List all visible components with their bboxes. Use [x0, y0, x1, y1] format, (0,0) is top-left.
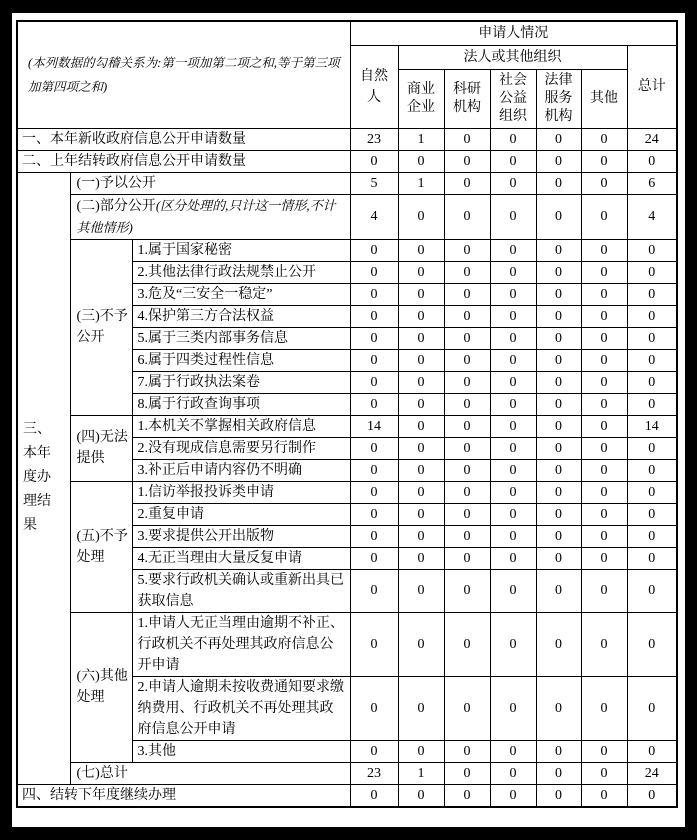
value-cell: 0: [581, 784, 627, 807]
value-cell: 0: [490, 172, 536, 194]
value-cell: 0: [350, 305, 398, 327]
value-cell: 0: [536, 194, 581, 239]
value-cell: 0: [581, 172, 627, 194]
disclosure-requests-table: [16, 20, 678, 808]
value-cell: 0: [581, 676, 627, 740]
applicant-status-header: 申请人情况: [350, 21, 677, 45]
item-label: 5.要求行政机关确认或重新出具已获取信息: [132, 569, 350, 612]
table-row: [17, 415, 677, 437]
value-cell: 0: [581, 150, 627, 172]
value-cell: 0: [627, 305, 677, 327]
group-label-denied: (三)不予公开: [70, 239, 132, 415]
value-cell: 0: [581, 525, 627, 547]
value-cell: 0: [398, 481, 444, 503]
value-cell: 0: [536, 459, 581, 481]
value-cell: 0: [444, 239, 490, 261]
value-cell: 0: [444, 128, 490, 150]
value-cell: 5: [350, 172, 398, 194]
value-cell: 0: [444, 194, 490, 239]
value-cell: 0: [536, 128, 581, 150]
value-cell: 0: [490, 393, 536, 415]
value-cell: 0: [581, 569, 627, 612]
row-label-partial: [70, 194, 350, 239]
item-label: 7.属于行政执法案卷: [132, 371, 350, 393]
value-cell: 0: [536, 261, 581, 283]
item-label: 2.其他法律行政法规禁止公开: [132, 261, 350, 283]
section-label-results: 三、本年度办理结果: [17, 172, 70, 784]
item-label: 4.无正当理由大量反复申请: [132, 547, 350, 569]
value-cell: 0: [350, 676, 398, 740]
value-cell: 0: [350, 349, 398, 371]
value-cell: 0: [444, 569, 490, 612]
value-cell: 0: [536, 762, 581, 784]
value-cell: 0: [536, 327, 581, 349]
report-sheet: [12, 13, 685, 827]
col-header-natural-person: 自然人: [350, 45, 398, 128]
value-cell: 0: [490, 283, 536, 305]
value-cell: 0: [350, 327, 398, 349]
value-cell: 0: [444, 283, 490, 305]
value-cell: 0: [444, 525, 490, 547]
value-cell: 0: [350, 239, 398, 261]
col-header-legal-service: 法律服务机构: [536, 69, 581, 128]
value-cell: 0: [627, 150, 677, 172]
value-cell: 0: [444, 172, 490, 194]
value-cell: 0: [627, 481, 677, 503]
value-cell: 0: [581, 327, 627, 349]
value-cell: 0: [398, 569, 444, 612]
value-cell: 0: [536, 547, 581, 569]
value-cell: 0: [350, 569, 398, 612]
table-row: [17, 239, 677, 261]
value-cell: 0: [581, 481, 627, 503]
table-row: [17, 784, 677, 807]
item-label: 3.要求提供公开出版物: [132, 525, 350, 547]
value-cell: 0: [350, 437, 398, 459]
value-cell: 0: [398, 459, 444, 481]
value-cell: 0: [398, 676, 444, 740]
value-cell: 0: [350, 393, 398, 415]
value-cell: 0: [398, 261, 444, 283]
col-header-research: 科研机构: [444, 69, 490, 128]
value-cell: 0: [490, 612, 536, 676]
value-cell: 0: [490, 150, 536, 172]
value-cell: 0: [536, 393, 581, 415]
value-cell: 0: [350, 150, 398, 172]
value-cell: 0: [581, 261, 627, 283]
item-label: 5.属于三类内部事务信息: [132, 327, 350, 349]
table-row: [17, 612, 677, 676]
group-label-unable: (四)无法提供: [70, 415, 132, 481]
value-cell: 0: [444, 762, 490, 784]
value-cell: 0: [398, 437, 444, 459]
value-cell: 0: [350, 503, 398, 525]
value-cell: 0: [350, 547, 398, 569]
value-cell: 0: [627, 784, 677, 807]
value-cell: 0: [627, 676, 677, 740]
value-cell: 0: [490, 676, 536, 740]
value-cell: 0: [627, 261, 677, 283]
value-cell: 0: [581, 503, 627, 525]
value-cell: 0: [398, 415, 444, 437]
value-cell: 0: [398, 349, 444, 371]
value-cell: 0: [444, 481, 490, 503]
item-label: 6.属于四类过程性信息: [132, 349, 350, 371]
value-cell: 0: [444, 784, 490, 807]
partial-label-main: (二)部分公开: [76, 198, 156, 214]
value-cell: 0: [581, 128, 627, 150]
value-cell: 0: [490, 459, 536, 481]
value-cell: 0: [444, 349, 490, 371]
partial-label-note: (区分处理的,只计这一情形,不计其他情形): [76, 197, 336, 235]
value-cell: 0: [398, 547, 444, 569]
value-cell: 0: [444, 150, 490, 172]
value-cell: 23: [350, 762, 398, 784]
item-label: 8.属于行政查询事项: [132, 393, 350, 415]
value-cell: 0: [627, 459, 677, 481]
value-cell: 0: [536, 481, 581, 503]
value-cell: 0: [444, 437, 490, 459]
item-label: 1.申请人无正当理由逾期不补正、行政机关不再处理其政府信息公开申请: [132, 612, 350, 676]
value-cell: 0: [627, 525, 677, 547]
value-cell: 14: [627, 415, 677, 437]
value-cell: 0: [350, 784, 398, 807]
value-cell: 1: [398, 128, 444, 150]
value-cell: 0: [581, 194, 627, 239]
value-cell: 0: [398, 784, 444, 807]
item-label: 3.其他: [132, 740, 350, 762]
item-label: 1.信访举报投诉类申请: [132, 481, 350, 503]
value-cell: 0: [444, 415, 490, 437]
table-row: [17, 172, 677, 194]
value-cell: 0: [398, 239, 444, 261]
item-label: 4.保护第三方合法权益: [132, 305, 350, 327]
value-cell: 4: [350, 194, 398, 239]
value-cell: 0: [581, 762, 627, 784]
value-cell: 0: [350, 481, 398, 503]
value-cell: 24: [627, 762, 677, 784]
value-cell: 0: [490, 305, 536, 327]
value-cell: 0: [536, 525, 581, 547]
value-cell: 0: [581, 305, 627, 327]
value-cell: 0: [444, 327, 490, 349]
col-header-other: 其他: [581, 69, 627, 128]
value-cell: 0: [627, 371, 677, 393]
value-cell: 0: [536, 349, 581, 371]
value-cell: 0: [444, 612, 490, 676]
table-row: [17, 150, 677, 172]
value-cell: 0: [490, 525, 536, 547]
value-cell: 0: [627, 503, 677, 525]
value-cell: 0: [398, 194, 444, 239]
value-cell: 0: [398, 283, 444, 305]
value-cell: 0: [536, 283, 581, 305]
value-cell: 0: [398, 393, 444, 415]
item-label: 2.重复申请: [132, 503, 350, 525]
value-cell: 0: [350, 612, 398, 676]
value-cell: 0: [350, 740, 398, 762]
value-cell: 0: [581, 239, 627, 261]
value-cell: 0: [490, 327, 536, 349]
value-cell: 0: [444, 393, 490, 415]
value-cell: 0: [490, 239, 536, 261]
value-cell: 0: [581, 437, 627, 459]
value-cell: 0: [490, 128, 536, 150]
value-cell: 0: [444, 261, 490, 283]
col-header-social-org: 社会公益组织: [490, 69, 536, 128]
value-cell: 0: [627, 283, 677, 305]
value-cell: 0: [536, 371, 581, 393]
value-cell: 0: [490, 371, 536, 393]
value-cell: 0: [398, 327, 444, 349]
value-cell: 0: [398, 371, 444, 393]
value-cell: 0: [444, 371, 490, 393]
value-cell: 0: [581, 393, 627, 415]
value-cell: 0: [398, 740, 444, 762]
header-note: (本列数据的勾稽关系为:第一项加第二项之和,等于第三项加第四项之和): [17, 21, 350, 128]
value-cell: 1: [398, 762, 444, 784]
item-label: 3.补正后申请内容仍不明确: [132, 459, 350, 481]
value-cell: 0: [490, 547, 536, 569]
value-cell: 0: [536, 784, 581, 807]
value-cell: 0: [627, 547, 677, 569]
value-cell: 0: [627, 327, 677, 349]
value-cell: 0: [350, 371, 398, 393]
value-cell: 0: [398, 150, 444, 172]
header-row-1: [17, 21, 677, 45]
value-cell: 0: [536, 740, 581, 762]
item-label: 1.属于国家秘密: [132, 239, 350, 261]
value-cell: 0: [581, 283, 627, 305]
value-cell: 0: [350, 261, 398, 283]
value-cell: 14: [350, 415, 398, 437]
row-label-carryover: 二、上年结转政府信息公开申请数量: [17, 150, 350, 172]
value-cell: 0: [536, 503, 581, 525]
value-cell: 0: [536, 437, 581, 459]
value-cell: 0: [490, 569, 536, 612]
value-cell: 0: [444, 459, 490, 481]
value-cell: 0: [490, 740, 536, 762]
value-cell: 4: [627, 194, 677, 239]
row-label-new-requests: 一、本年新收政府信息公开申请数量: [17, 128, 350, 150]
table-row: [17, 194, 677, 239]
value-cell: 0: [627, 612, 677, 676]
item-label: 2.申请人逾期未按收费通知要求缴纳费用、行政机关不再处理其政府信息公开申请: [132, 676, 350, 740]
value-cell: 0: [627, 393, 677, 415]
value-cell: 0: [536, 612, 581, 676]
value-cell: 0: [490, 261, 536, 283]
value-cell: 0: [444, 503, 490, 525]
item-label: 1.本机关不掌握相关政府信息: [132, 415, 350, 437]
value-cell: 0: [581, 740, 627, 762]
value-cell: 0: [536, 676, 581, 740]
value-cell: 0: [350, 459, 398, 481]
row-label-next-year: 四、结转下年度继续办理: [17, 784, 350, 807]
value-cell: 0: [490, 503, 536, 525]
value-cell: 0: [536, 569, 581, 612]
value-cell: 0: [490, 762, 536, 784]
value-cell: 0: [350, 525, 398, 547]
value-cell: 0: [444, 547, 490, 569]
value-cell: 0: [536, 415, 581, 437]
group-label-other-handling: (六)其他处理: [70, 612, 132, 762]
value-cell: 0: [444, 305, 490, 327]
value-cell: 0: [536, 239, 581, 261]
col-header-legal-org-group: 法人或其他组织: [398, 45, 627, 69]
item-label: 2.没有现成信息需要另行制作: [132, 437, 350, 459]
table-row: [17, 128, 677, 150]
value-cell: 0: [581, 612, 627, 676]
value-cell: 0: [490, 481, 536, 503]
value-cell: 0: [627, 437, 677, 459]
value-cell: 0: [581, 415, 627, 437]
value-cell: 0: [490, 784, 536, 807]
value-cell: 0: [490, 437, 536, 459]
col-header-business: 商业企业: [398, 69, 444, 128]
value-cell: 0: [398, 305, 444, 327]
value-cell: 0: [490, 349, 536, 371]
value-cell: 1: [398, 172, 444, 194]
value-cell: 0: [581, 547, 627, 569]
value-cell: 0: [627, 239, 677, 261]
value-cell: 0: [627, 740, 677, 762]
value-cell: 0: [398, 525, 444, 547]
value-cell: 0: [581, 349, 627, 371]
value-cell: 0: [536, 172, 581, 194]
value-cell: 0: [350, 283, 398, 305]
group-label-not-processed: (五)不予处理: [70, 481, 132, 612]
table-row: [17, 481, 677, 503]
value-cell: 0: [581, 459, 627, 481]
value-cell: 0: [490, 415, 536, 437]
value-cell: 0: [398, 612, 444, 676]
value-cell: 0: [581, 371, 627, 393]
value-cell: 0: [536, 150, 581, 172]
value-cell: 0: [627, 349, 677, 371]
value-cell: 0: [444, 740, 490, 762]
value-cell: 0: [490, 194, 536, 239]
row-label-section-total: (七)总计: [70, 762, 350, 784]
table-row: [17, 762, 677, 784]
value-cell: 0: [536, 305, 581, 327]
value-cell: 6: [627, 172, 677, 194]
value-cell: 0: [444, 676, 490, 740]
value-cell: 0: [627, 569, 677, 612]
value-cell: 0: [398, 503, 444, 525]
row-label-granted: (一)予以公开: [70, 172, 350, 194]
value-cell: 23: [350, 128, 398, 150]
col-header-total: 总计: [627, 45, 677, 128]
item-label: 3.危及“三安全一稳定”: [132, 283, 350, 305]
value-cell: 24: [627, 128, 677, 150]
